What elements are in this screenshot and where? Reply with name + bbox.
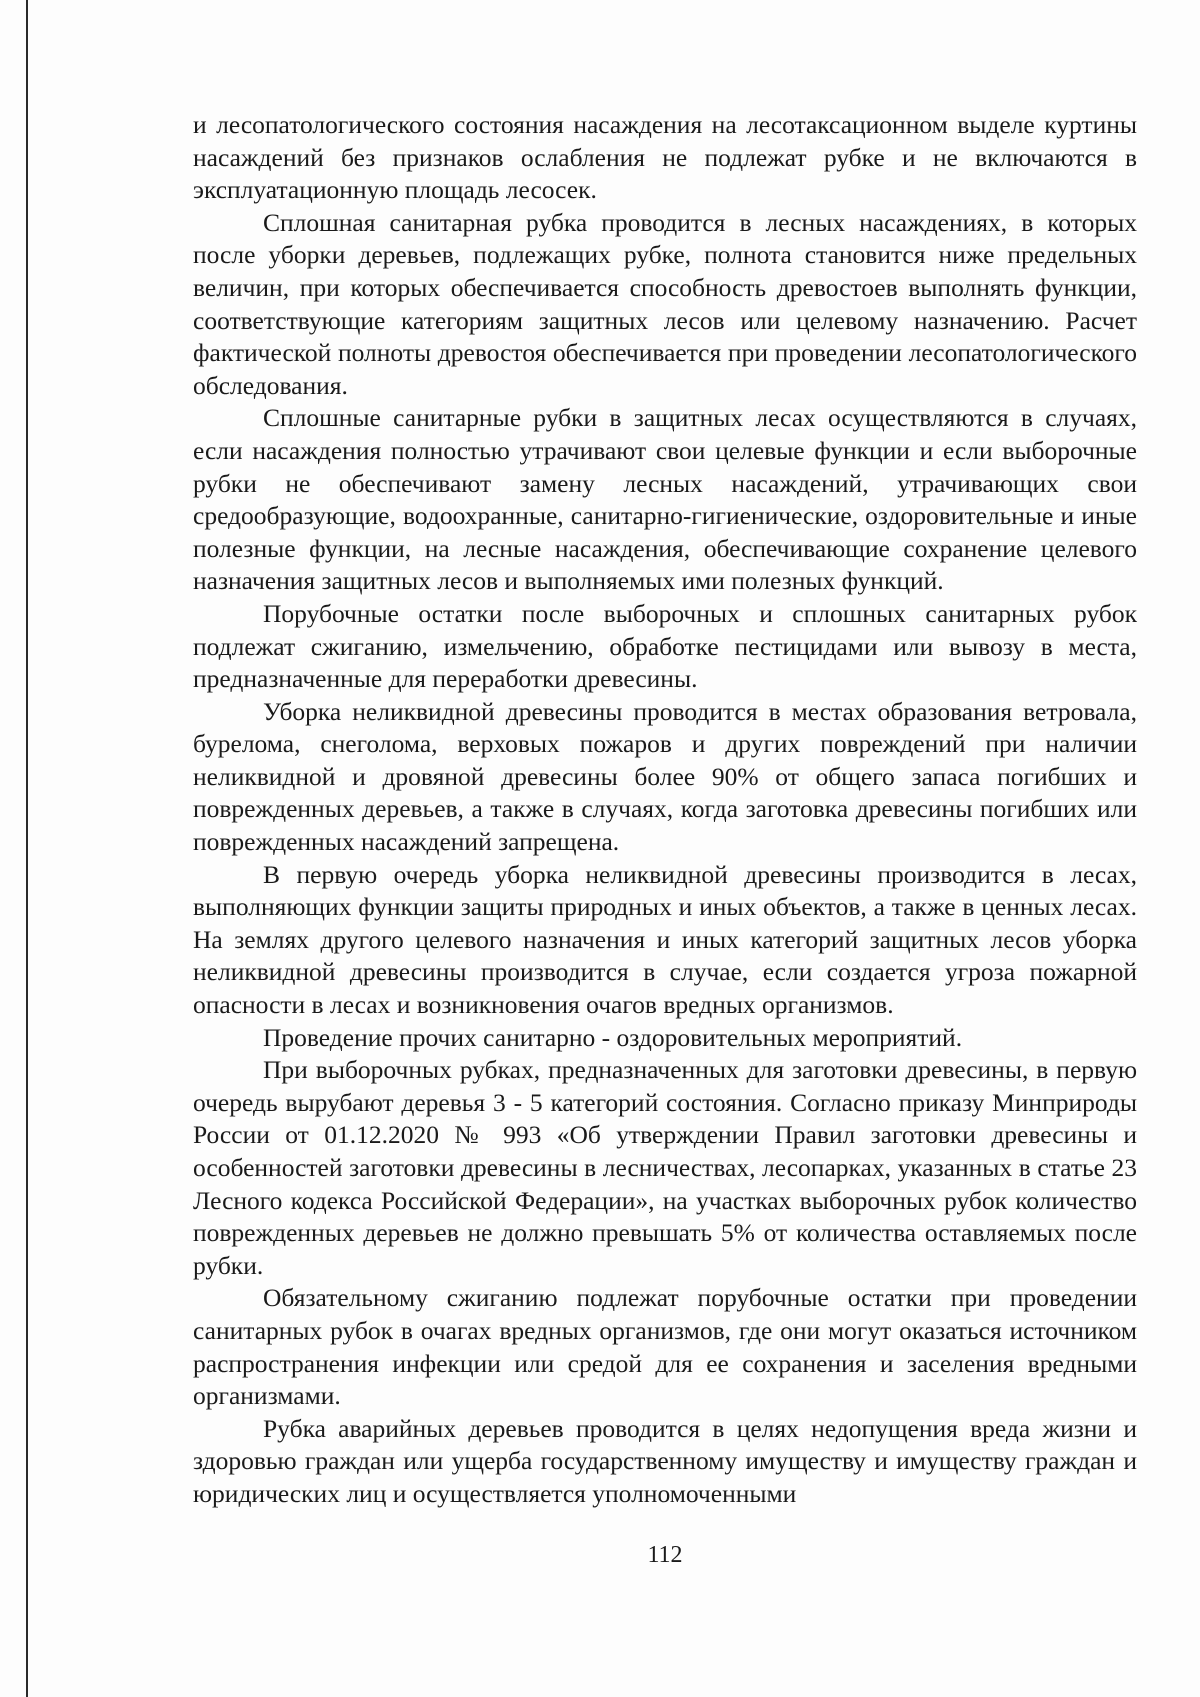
document-body bbox=[193, 109, 1137, 1511]
paragraph-continuation: и лесопатологического состояния насаждения на лесотаксационном выделе куртины насаждений без признаков ослабления не подлежат рубке и не включаются в эксплуатационную площадь лесосек. bbox=[193, 110, 1137, 205]
paragraph-other-measures: Проведение прочих санитарно - оздоровительных мероприятий. bbox=[263, 1022, 963, 1052]
paragraph-priority-removal: В первую очередь уборка неликвидной древесины производится в лесах, выполняющих функции защиты природных и иных объектов, а также в ценных лесах. На землях другого целевого назначения и иных категорий защитных лесов уборка неликвидной древесины производится в случае, если создается угроза пожарной опасности в лесах и возникновения очагов вредных организмов. bbox=[193, 859, 1137, 1020]
paragraph-clear-sanitary-felling: Сплошная санитарная рубка проводится в лесных насаждениях, в которых после уборки деревьев, подлежащих рубке, полнота становится ниже предельных величин, при которых обеспечивается способность древостоев выполнять функции, соответствующие категориям защитных лесов или целевому назначению. Расчет фактической полноты древостоя обеспечивается при проведении лесопатологического обследования. bbox=[193, 207, 1137, 400]
scan-edge-line bbox=[26, 0, 28, 1697]
paragraph-protective-forests: Сплошные санитарные рубки в защитных лесах осуществляются в случаях, если насаждения полностью утрачивают свои целевые функции и если выборочные рубки не обеспечивают замену лесных насаждений, утрачивающих свои средообразующие, водоохранные, санитарно-гигиенические, оздоровительные и иные полезные функции, на лесные насаждения, обеспечивающие сохранение целевого назначения защитных лесов и выполняемых ими полезных функций. bbox=[193, 403, 1137, 596]
paragraph-mandatory-burning: Обязательному сжиганию подлежат порубочные остатки при проведении санитарных рубок в очагах вредных организмов, где они могут оказаться источником распространения инфекции или средой для ее сохранения и заселения вредными организмами. bbox=[193, 1283, 1137, 1411]
paragraph-felling-residues: Порубочные остатки после выборочных и сплошных санитарных рубок подлежат сжиганию, измельчению, обработке пестицидами или вывозу в места, предназначенные для переработки древесины. bbox=[193, 598, 1137, 694]
page-number: 112 bbox=[647, 1542, 683, 1568]
paragraph-hazard-trees: Рубка аварийных деревьев проводится в целях недопущения вреда жизни и здоровью граждан или ущерба государственному имуществу и имуществу граждан и юридических лиц и осуществляется уполномоченными bbox=[193, 1413, 1137, 1508]
paragraph-selective-felling: При выборочных рубках, предназначенных для заготовки древесины, в первую очередь вырубают деревья 3 - 5 категорий состояния. Согласно приказу Минприроды России от 01.12.2020 № 993 «Об утверждении Правил заготовки древесины и особенностей заготовки древесины в лесничествах, лесопарках, указанных в статье 23 Лесного кодекса Российской Федерации», на участках выборочных рубок количество поврежденных деревьев не должно превышать 5% от количества оставляемых после рубки. bbox=[193, 1055, 1137, 1280]
paragraph-illiquid-wood-removal: Уборка неликвидной древесины проводится в местах образования ветровала, бурелома, снеголома, верховых пожаров и других повреждений при наличии неликвидной и дровяной древесины более 90% от общего запаса погибших и поврежденных деревьев, а также в случаях, когда заготовка древесины погибших или поврежденных насаждений запрещена. bbox=[193, 696, 1137, 857]
